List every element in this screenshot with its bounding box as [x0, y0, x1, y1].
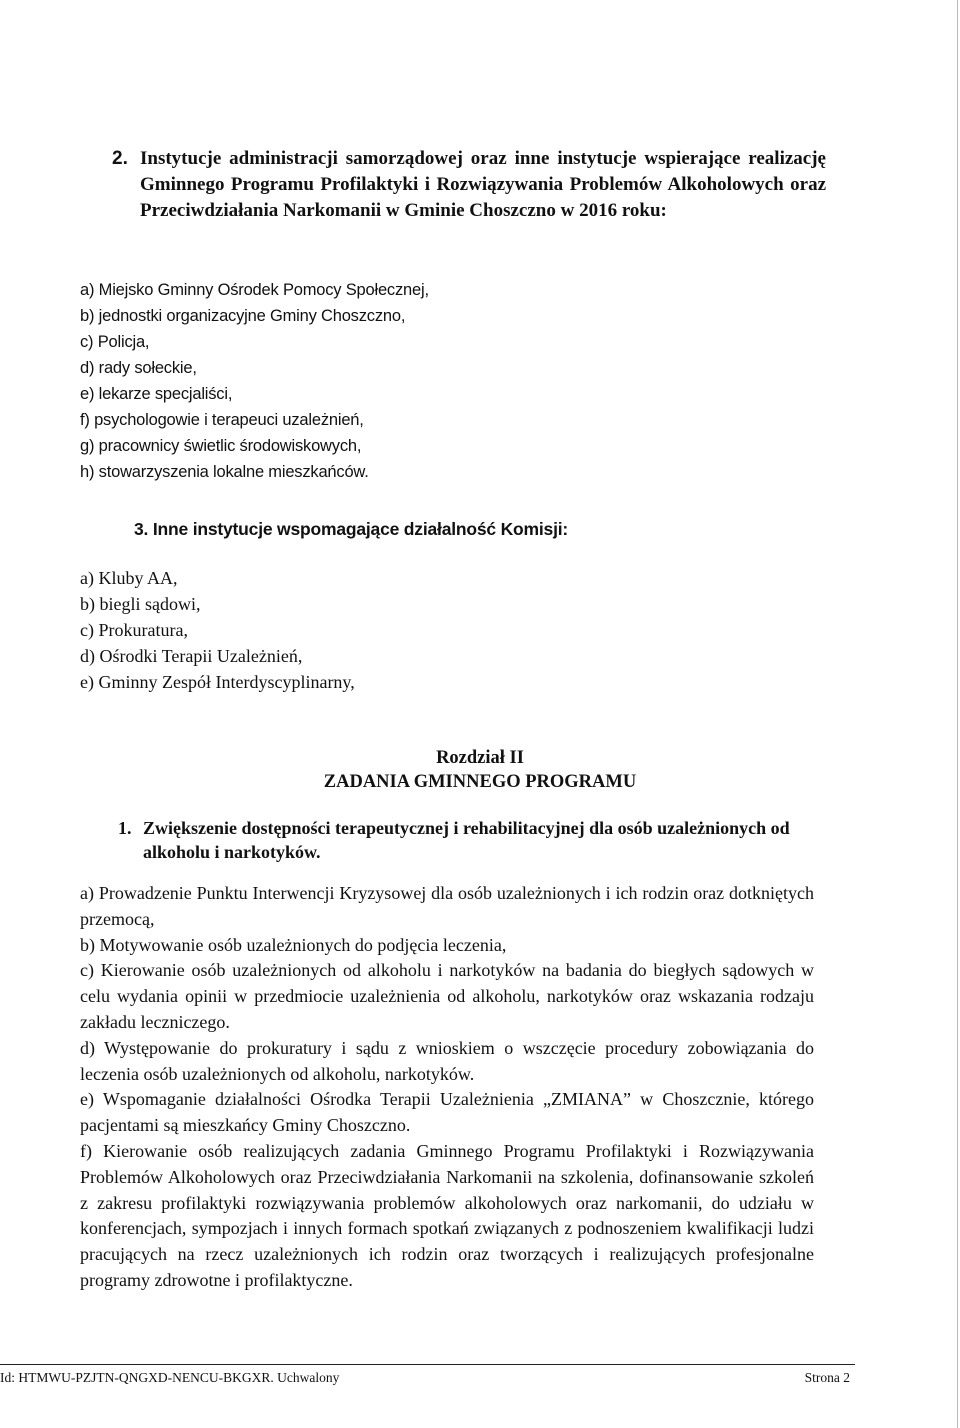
list-item: a) Miejsko Gminny Ośrodek Pomocy Społecznej,	[80, 281, 429, 299]
paragraph: e) Wspomaganie działalności Ośrodka Terapii Uzależnienia „ZMIANA” w Choszcznie, którego pacjentami są mieszkańcy Gminy Choszczno.	[80, 1089, 814, 1136]
scan-edge-line	[957, 0, 958, 1428]
section-2-number: 2.	[112, 148, 128, 169]
footer-page-number: Strona 2	[804, 1370, 850, 1385]
task-1-number: 1.	[118, 818, 132, 838]
chapter-title: ZADANIA GMINNEGO PROGRAMU	[323, 772, 637, 792]
list-item: f) psychologowie i terapeuci uzależnień,	[80, 411, 364, 429]
list-item: a) Kluby AA,	[80, 568, 178, 588]
footer-document-id: Id: HTMWU-PZJTN-QNGXD-NENCU-BKGXR. Uchwalony	[0, 1370, 340, 1385]
chapter-label: Rozdział II	[436, 748, 524, 768]
institutions-list	[80, 277, 700, 485]
list-item: d) rady sołeckie,	[80, 359, 197, 377]
paragraph: d) Występowanie do prokuratury i sądu z wnioskiem o wszczęcie procedury zobowiązania do leczenia osób uzależnionych od alkoholu, narkotyków.	[80, 1037, 814, 1084]
footer-rule	[0, 1364, 855, 1365]
list-item: b) biegli sądowi,	[80, 594, 201, 614]
list-item: e) lekarze specjaliści,	[80, 385, 233, 403]
paragraph: a) Prowadzenie Punktu Interwencji Kryzysowej dla osób uzależnionych i ich rodzin oraz dotkniętych przemocą,	[80, 883, 814, 929]
list-item: b) jednostki organizacyjne Gminy Choszczno,	[80, 307, 406, 325]
list-item: g) pracownicy świetlic środowiskowych,	[80, 437, 362, 455]
list-item: e) Gminny Zespół Interdyscyplinarny,	[80, 672, 355, 692]
list-item: h) stowarzyszenia lokalne mieszkańców.	[80, 463, 369, 481]
task-1-body	[80, 881, 814, 1294]
task-1-text: Zwiększenie dostępności terapeutycznej i rehabilitacyjnej dla osób uzależnionych od alkoholu i narkotyków.	[143, 818, 790, 862]
list-item: d) Ośrodki Terapii Uzależnień,	[80, 646, 303, 666]
list-item: c) Prokuratura,	[80, 620, 188, 640]
supporting-institutions-list	[80, 565, 700, 695]
section-3-heading: 3. Inne instytucje wspomagające działalność Komisji:	[134, 519, 569, 539]
list-item: c) Policja,	[80, 333, 150, 351]
paragraph: c) Kierowanie osób uzależnionych od alkoholu i narkotyków na badania do biegłych sądowych w celu wydania opinii w przedmiocie uzależnienia od alkoholu, narkotyków oraz wskazania rodzaju zakładu leczniczego.	[80, 960, 814, 1032]
paragraph: b) Motywowanie osób uzależnionych do podjęcia leczenia,	[80, 934, 507, 955]
paragraph: f) Kierowanie osób realizujących zadania Gminnego Programu Profilaktyki i Rozwiązywania Problemów Alkoholowych oraz Przeciwdziałania Narkomanii na szkolenia, dofinansowanie szkoleń z zakresu profilaktyki rozwiązywania problemów alkoholowych oraz narkomanii, do udziału w konferencjach, sympozjach i innych formach spotkań związanych z podnoszeniem kwalifikacji ludzi pracujących na rzecz uzależnionych ich rodzin oraz tworzących i realizujących profesjonalne programy zdrowotne i profilaktyczne.	[80, 1140, 814, 1290]
section-2-text: Instytucje administracji samorządowej oraz inne instytucje wspierające realizację Gminnego Programu Profilaktyki i Rozwiązywania Problemów Alkoholowych oraz Przeciwdziałania Narkomanii w Gminie Choszczno w 2016 roku:	[140, 148, 826, 221]
